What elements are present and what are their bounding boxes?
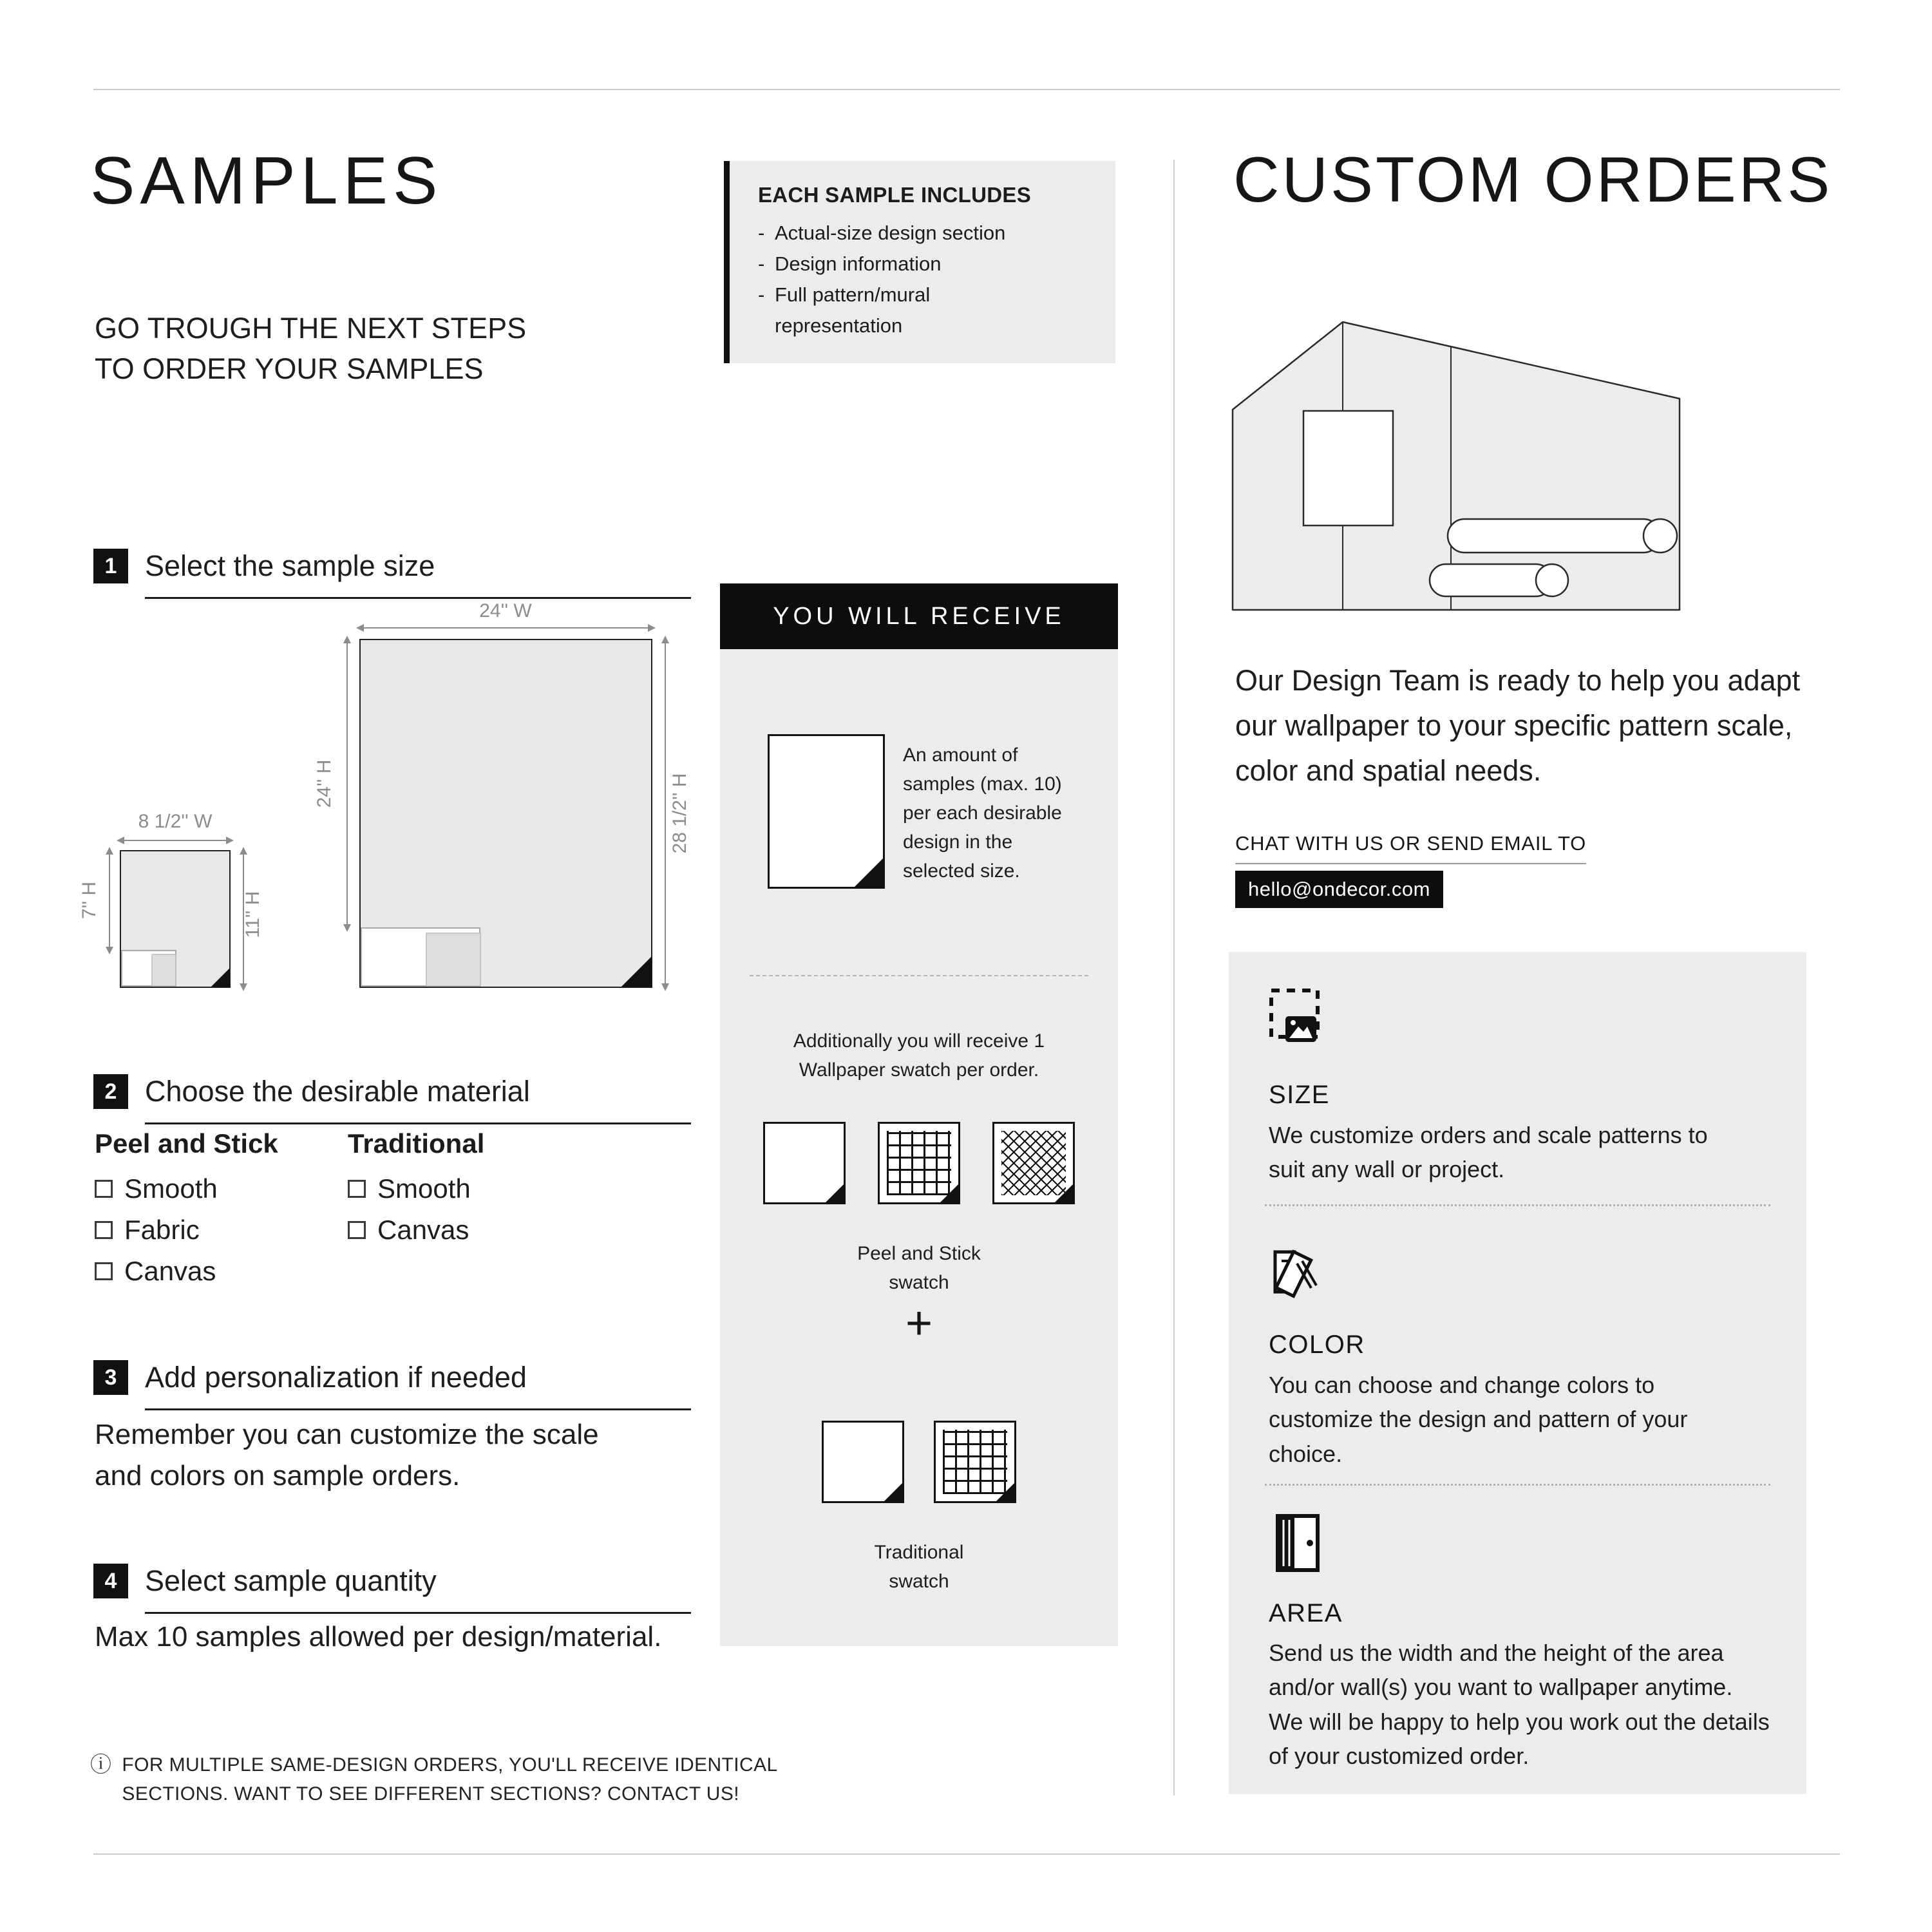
sample-size-diagram <box>79 599 741 995</box>
email-badge[interactable]: hello@ondecor.com <box>1235 871 1443 908</box>
step-rule <box>145 1408 691 1410</box>
bullet: - <box>758 222 765 244</box>
peel-and-stick-swatch-row <box>720 1122 1118 1204</box>
step-rule <box>145 1122 691 1124</box>
option-label: Smooth <box>377 1173 471 1204</box>
sample-page-icon <box>768 734 885 889</box>
samples-intro <box>95 308 526 389</box>
includes-item-text: Design information <box>775 252 942 276</box>
custom-features-panel <box>1229 952 1806 1794</box>
dotted-divider <box>1265 1484 1770 1486</box>
step-1 <box>93 549 691 599</box>
checkbox-traditional-smooth[interactable] <box>348 1180 366 1198</box>
you-will-receive-panel <box>720 583 1118 1646</box>
area-icon <box>1266 1510 1333 1577</box>
step-rule <box>145 1612 691 1614</box>
step-3 <box>93 1360 691 1410</box>
material-column-traditional <box>348 1128 484 1256</box>
peel-and-stick-swatch-label <box>720 1239 1118 1297</box>
bottom-divider <box>93 1853 1840 1855</box>
option-label: Canvas <box>124 1256 216 1286</box>
samples-intro-line1: GO TROUGH THE NEXT STEPS <box>95 312 527 345</box>
dim-label-small-height-left: 7'' H <box>79 881 100 920</box>
size-icon <box>1266 985 1333 1052</box>
traditional-title: Traditional <box>348 1128 485 1159</box>
feature-size-text: We customize orders and scale patterns to suit any wall or project. <box>1269 1122 1708 1183</box>
dim-label-small-height-right: 11'' H <box>242 891 263 938</box>
size-diagram-svg <box>79 599 741 995</box>
plain-swatch-icon <box>822 1421 904 1503</box>
top-divider <box>93 89 1840 90</box>
info-icon: ⓘ <box>90 1752 112 1776</box>
includes-item <box>758 249 1061 279</box>
samples-amount-text: An amount of samples (max. 10) per each desirable design in the selected size. <box>903 744 1062 882</box>
custom-orders-intro: Our Design Team is ready to help you adapt our wallpaper to your specific pattern scale, color and spatial needs. <box>1235 664 1801 787</box>
feature-size-name: SIZE <box>1269 1081 1330 1109</box>
includes-title: EACH SAMPLE INCLUDES <box>758 183 1032 207</box>
feature-area-name: AREA <box>1269 1599 1343 1627</box>
step-3-number: 3 <box>93 1360 128 1395</box>
checkbox-peel-smooth[interactable] <box>95 1180 113 1198</box>
footnote-line1: FOR MULTIPLE SAME-DESIGN ORDERS, YOU'LL RECEIVE IDENTICAL <box>122 1754 778 1776</box>
receive-panel-header: YOU WILL RECEIVE <box>720 583 1118 649</box>
checkbox-peel-fabric[interactable] <box>95 1221 113 1239</box>
label-line: Traditional <box>874 1542 964 1563</box>
step-3-description: Remember you can customize the scale and colors on sample orders. <box>95 1419 599 1492</box>
samples-intro-line2: TO ORDER YOUR SAMPLES <box>95 352 484 385</box>
label-line: swatch <box>889 1571 949 1592</box>
color-icon <box>1266 1233 1333 1300</box>
vertical-divider <box>1173 160 1175 1795</box>
crosshatch-swatch-icon <box>992 1122 1075 1204</box>
step-3-label: Add personalization if needed <box>145 1361 527 1394</box>
step-2-number: 2 <box>93 1074 128 1109</box>
step-2-label: Choose the desirable material <box>145 1075 530 1108</box>
option-fabric <box>95 1215 278 1245</box>
option-smooth <box>348 1173 484 1204</box>
house-icon <box>1229 314 1687 618</box>
plain-swatch-icon <box>763 1122 846 1204</box>
option-label: Fabric <box>124 1215 200 1245</box>
dim-label-small-width: 8 1/2'' W <box>138 811 213 832</box>
small-sample-subsection <box>152 954 176 986</box>
feature-color-name: COLOR <box>1269 1331 1365 1359</box>
dotted-divider <box>1265 1204 1770 1206</box>
label-line: swatch <box>889 1272 949 1293</box>
additional-swatch-text: Additionally you will receive 1 Wallpaper swatch per order. <box>793 1030 1045 1081</box>
option-label: Smooth <box>124 1173 218 1204</box>
dim-label-large-height-left: 24'' H <box>314 759 335 808</box>
label-line: Peel and Stick <box>857 1243 981 1264</box>
grid-swatch-icon <box>934 1421 1016 1503</box>
each-sample-includes-box <box>724 161 1115 363</box>
feature-area-text: Send us the width and the height of the area and/or wall(s) you want to wallpaper anytime. We will be happy to help you work out the details of your customized order. <box>1269 1640 1770 1769</box>
material-column-peel-and-stick <box>95 1128 278 1297</box>
wallpaper-roll-icon <box>1430 564 1552 596</box>
frame-icon <box>1303 411 1393 526</box>
wallpaper-roll-icon <box>1448 519 1660 553</box>
grid-swatch-icon <box>878 1122 960 1204</box>
peel-and-stick-title: Peel and Stick <box>95 1128 278 1159</box>
plus-icon: + <box>905 1298 933 1349</box>
dim-label-large-height-right: 28 1/2'' H <box>669 773 690 854</box>
feature-color-text: You can choose and change colors to customize the design and pattern of your choice. <box>1269 1372 1688 1467</box>
option-label: Canvas <box>377 1215 469 1245</box>
step-1-label: Select the sample size <box>145 549 435 582</box>
step-2 <box>93 1074 691 1124</box>
option-canvas <box>95 1256 278 1287</box>
dim-label-large-width: 24'' W <box>479 600 532 621</box>
chat-label: CHAT WITH US OR SEND EMAIL TO <box>1235 832 1586 864</box>
large-sample-subsection <box>426 933 480 986</box>
option-canvas <box>348 1215 484 1245</box>
step-4-number: 4 <box>93 1564 128 1598</box>
footnote-line2: SECTIONS. WANT TO SEE DIFFERENT SECTIONS? CONTACT US! <box>122 1783 739 1804</box>
option-smooth <box>95 1173 278 1204</box>
custom-orders-title: CUSTOM ORDERS <box>1233 144 1833 215</box>
step-4-label: Select sample quantity <box>145 1564 437 1597</box>
footnote <box>90 1750 895 1808</box>
includes-item-text: Actual-size design section <box>775 222 1006 244</box>
dashed-divider <box>750 975 1088 976</box>
includes-item <box>758 218 1061 249</box>
step-4 <box>93 1564 691 1614</box>
bullet: - <box>758 283 765 307</box>
traditional-swatch-label <box>720 1538 1118 1596</box>
samples-title: SAMPLES <box>90 144 443 218</box>
wallpaper-wall-illustration <box>1229 314 1687 618</box>
step-1-number: 1 <box>93 549 128 583</box>
includes-item-text: Full pattern/mural representation <box>775 283 931 337</box>
checkbox-peel-canvas[interactable] <box>95 1262 113 1280</box>
includes-item <box>758 279 1061 341</box>
bullet: - <box>758 252 765 276</box>
traditional-swatch-row <box>720 1421 1118 1503</box>
step-4-description: Max 10 samples allowed per design/material. <box>95 1621 662 1653</box>
checkbox-traditional-canvas[interactable] <box>348 1221 366 1239</box>
